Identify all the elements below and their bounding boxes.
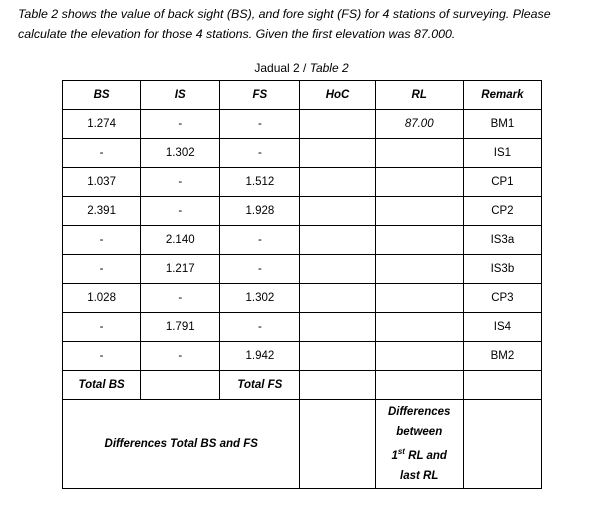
cell-fs: - (220, 255, 300, 284)
table-row (63, 168, 542, 197)
cell-is: - (141, 342, 220, 371)
diff-rl-line3 (376, 442, 463, 466)
cell-is: 1.791 (141, 313, 220, 342)
cell-remark: IS1 (463, 139, 541, 168)
cell-is: - (141, 110, 220, 139)
cell-bs: - (63, 139, 141, 168)
cell-remark: CP3 (463, 284, 541, 313)
table-row (63, 342, 542, 371)
cell-rl (375, 197, 463, 226)
cell-rl (375, 226, 463, 255)
cell-fs: - (220, 313, 300, 342)
cell-hoc (300, 255, 375, 284)
table-row (63, 284, 542, 313)
cell-hoc (300, 197, 375, 226)
cell-hoc (300, 284, 375, 313)
header-bs: BS (63, 81, 141, 110)
diff-rl-label (375, 400, 463, 489)
total-is-cell (141, 371, 220, 400)
header-remark: Remark (463, 81, 541, 110)
cell-rl (375, 342, 463, 371)
cell-is: - (141, 197, 220, 226)
caption-italic: Table 2 (309, 61, 349, 75)
cell-bs: - (63, 313, 141, 342)
cell-hoc (300, 342, 375, 371)
cell-remark: IS3b (463, 255, 541, 284)
totals-row (63, 371, 542, 400)
diff-rl-line1: Differences (387, 406, 451, 419)
table-row (63, 110, 542, 139)
header-row (63, 81, 542, 110)
header-fs: FS (220, 81, 300, 110)
cell-bs: 1.028 (63, 284, 141, 313)
total-remark-cell (463, 371, 541, 400)
header-is: IS (141, 81, 220, 110)
cell-remark: BM1 (463, 110, 541, 139)
cell-remark: BM2 (463, 342, 541, 371)
cell-fs: - (220, 139, 300, 168)
total-bs-label: Total BS (63, 371, 141, 400)
cell-remark: IS3a (463, 226, 541, 255)
header-rl: RL (375, 81, 463, 110)
cell-fs: 1.942 (220, 342, 300, 371)
cell-rl (375, 139, 463, 168)
table-row (63, 139, 542, 168)
cell-rl (375, 313, 463, 342)
cell-is: - (141, 284, 220, 313)
cell-is: 1.217 (141, 255, 220, 284)
cell-hoc (300, 168, 375, 197)
cell-fs: 1.512 (220, 168, 300, 197)
cell-hoc (300, 313, 375, 342)
header-hoc: HoC (300, 81, 375, 110)
cell-hoc (300, 110, 375, 139)
table-caption (62, 61, 541, 75)
cell-bs: - (63, 226, 141, 255)
cell-remark: IS4 (463, 313, 541, 342)
cell-hoc (300, 226, 375, 255)
differences-row (63, 400, 542, 489)
total-hoc-cell (300, 371, 375, 400)
cell-fs: 1.302 (220, 284, 300, 313)
total-fs-label: Total FS (220, 371, 300, 400)
cell-bs: - (63, 255, 141, 284)
diff-total-answer-cell (300, 400, 375, 489)
cell-remark: CP2 (463, 197, 541, 226)
question-text: Table 2 shows the value of back sight (BS), and fore sight (FS) for 4 stations of surveying. Please calculate the elevation for those 4 stations. Given the first elevation was 87.000. (18, 7, 551, 41)
diff-rl-line3-sup: st (397, 447, 405, 457)
cell-bs: - (63, 342, 141, 371)
cell-rl (375, 168, 463, 197)
cell-is: 2.140 (141, 226, 220, 255)
diff-total-label: Differences Total BS and FS (63, 400, 300, 489)
caption-prefix: Jadual 2 / (254, 61, 310, 75)
table-row (63, 226, 542, 255)
cell-hoc (300, 139, 375, 168)
cell-bs: 1.274 (63, 110, 141, 139)
diff-rl-line2: between (396, 426, 443, 439)
table-row (63, 255, 542, 284)
cell-fs: - (220, 110, 300, 139)
cell-is: - (141, 168, 220, 197)
cell-rl (375, 255, 463, 284)
cell-rl: 87.00 (375, 110, 463, 139)
total-rl-cell (375, 371, 463, 400)
survey-table (62, 80, 542, 489)
table-row (63, 313, 542, 342)
cell-fs: 1.928 (220, 197, 300, 226)
diff-rl-answer-cell (463, 400, 541, 489)
cell-remark: CP1 (463, 168, 541, 197)
cell-rl (375, 284, 463, 313)
cell-bs: 1.037 (63, 168, 141, 197)
table-row (63, 197, 542, 226)
cell-bs: 2.391 (63, 197, 141, 226)
cell-fs: - (220, 226, 300, 255)
diff-rl-line3-base: 1 (391, 449, 398, 462)
diff-rl-line3-rest: RL and (404, 449, 447, 462)
cell-is: 1.302 (141, 139, 220, 168)
diff-rl-line4: last RL (400, 469, 439, 482)
